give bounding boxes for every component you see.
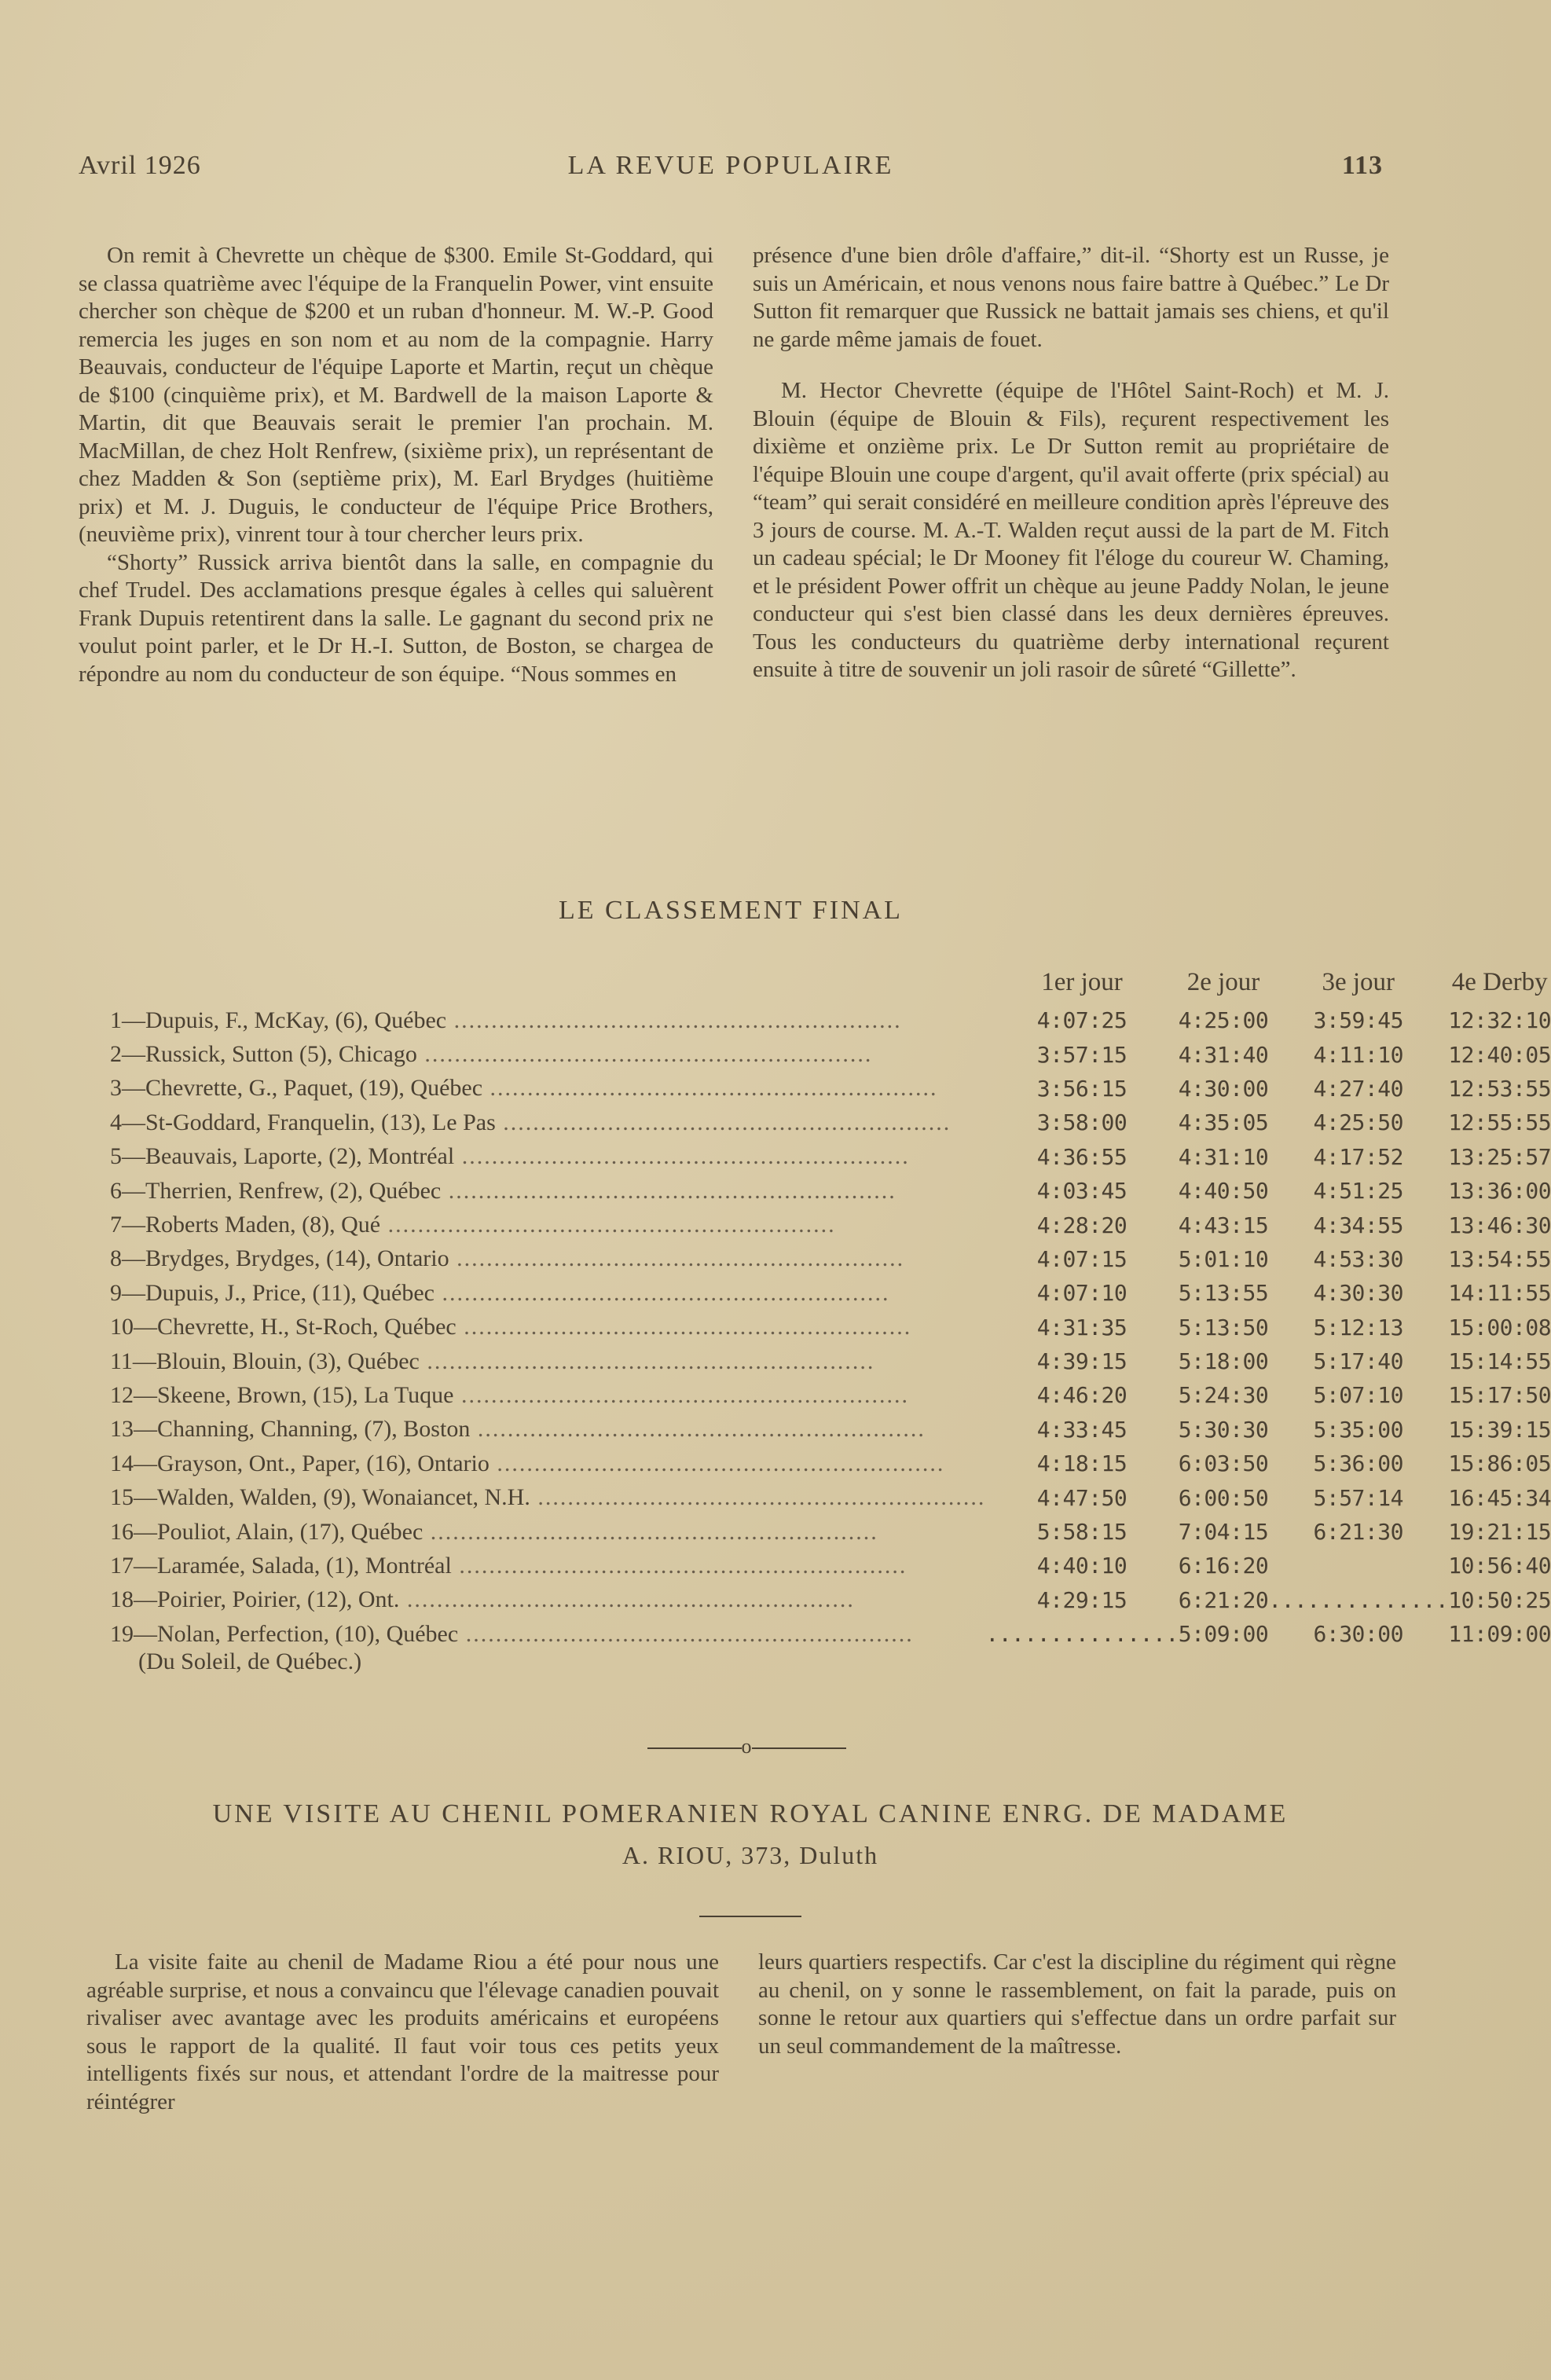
column-header: 1er jour bbox=[1041, 967, 1123, 996]
competitor-name bbox=[110, 1311, 985, 1344]
column-header: 2e jour bbox=[1186, 967, 1260, 996]
competitor-label: 4—St-Goddard, Franquelin, (13), Le Pas bbox=[110, 1109, 496, 1135]
time-cell-d1: 4:07:25 bbox=[1036, 1007, 1128, 1034]
time-cell-d2: 6:16:20 bbox=[1178, 1553, 1269, 1579]
competitor-name bbox=[110, 1549, 985, 1582]
competitor-name bbox=[110, 1242, 985, 1276]
leader-dots: ............................................................ bbox=[399, 1586, 855, 1613]
competitor-label: 17—Laramée, Salada, (1), Montréal bbox=[110, 1552, 452, 1579]
time-cell-d1: 4:29:15 bbox=[1036, 1586, 1128, 1613]
competitor-name bbox=[110, 1276, 985, 1310]
time-cell-d2: 4:31:40 bbox=[1178, 1041, 1269, 1068]
competitor-label: 10—Chevrette, H., St-Roch, Québec bbox=[110, 1314, 456, 1340]
time-cell-d2: 5:30:30 bbox=[1178, 1416, 1269, 1443]
column-header: 3e jour bbox=[1322, 967, 1395, 996]
section2-right-column bbox=[758, 1949, 1396, 2060]
competitor-name bbox=[110, 1140, 985, 1174]
time-cell-d2: 4:40:50 bbox=[1178, 1178, 1269, 1205]
leader-dots: ............................................................ bbox=[482, 1075, 938, 1102]
time-cell-d4: 13:46:30 bbox=[1448, 1212, 1551, 1238]
table-row bbox=[110, 1480, 1551, 1514]
article-paragraph: On remit à Chevrette un chèque de $300. Emile St-Goddard, qui se classa quatrième avec l'équipe de la Franquelin Power, vint ensuite chercher son chèque de $200 et un ruban d'honneur. M. W.-P. Good remercia les juges en son nom et au nom de la compagnie. Harry Beauvais, conducteur de l'équipe Laporte et Martin, reçut un chèque de $100 (cinquième prix), et M. Bardwell de la maison Laporte & Martin, dit que Beauvais serait le premier l'an prochain. M. MacMillan, de chez Holt Renfrew, (sixième prix), un représentant de chez Madden & Son (septième prix), M. Earl Brydges (huitième prix) et M. J. Duguis, le conducteur de l'équipe Price Brothers, (neuvième prix), vinrent tour à tour chercher leurs prix. bbox=[79, 243, 713, 547]
time-cell-d3: 6:21:30 bbox=[1313, 1519, 1403, 1546]
section-separator bbox=[629, 1735, 864, 1758]
leader-dots: ............................................................ bbox=[434, 1279, 890, 1306]
table-row bbox=[110, 1311, 1551, 1344]
time-cell-d4: 15:39:15 bbox=[1448, 1416, 1551, 1443]
time-cell-d3: 5:57:14 bbox=[1313, 1484, 1403, 1511]
competitor-name bbox=[110, 1515, 985, 1549]
time-cell-d2: 7:04:15 bbox=[1178, 1519, 1269, 1546]
competitor-name bbox=[110, 1106, 985, 1139]
table-row bbox=[110, 1617, 1551, 1651]
time-cell-d1: ............... bbox=[985, 1621, 1179, 1648]
leader-dots: ............................................................ bbox=[416, 1041, 873, 1068]
time-cell-d3: 5:36:00 bbox=[1313, 1450, 1403, 1477]
leader-dots: ............................................................ bbox=[419, 1348, 875, 1374]
article-paragraph: leurs quartiers respectifs. Car c'est la discipline du régiment qui règne au chenil, on y sonne le rassemblement, on fait la parade, puis on sonne le retour aux quartiers qui s'effectue dans un ordre parfait sur un seul commandement de la maîtresse. bbox=[758, 1949, 1396, 2059]
competitor-name bbox=[110, 1583, 985, 1617]
time-cell-d2: 5:13:50 bbox=[1178, 1314, 1269, 1340]
time-cell-d1: 4:31:35 bbox=[1036, 1314, 1128, 1340]
time-cell-d2: 5:01:10 bbox=[1178, 1245, 1269, 1272]
time-cell-d4: 10:50:25 bbox=[1448, 1586, 1551, 1613]
time-cell-d4: 15:14:55 bbox=[1448, 1348, 1551, 1375]
time-cell-d1: 3:57:15 bbox=[1036, 1041, 1128, 1068]
leader-dots: ............................................................ bbox=[446, 1007, 902, 1033]
table-row bbox=[110, 1344, 1551, 1378]
table-row bbox=[110, 1515, 1551, 1549]
competitor-name bbox=[110, 1480, 985, 1514]
time-cell-d2: 6:00:50 bbox=[1178, 1484, 1269, 1511]
time-cell-d4: 12:40:05 bbox=[1448, 1041, 1551, 1068]
time-cell-d4: 19:21:15 bbox=[1448, 1519, 1551, 1546]
leader-dots: ............................................................ bbox=[495, 1109, 952, 1135]
article-paragraph: présence d'une bien drôle d'affaire,” dit-il. “Shorty est un Russe, je suis un Américain, et nous venons nous faire battre à Québec.” Le Dr Sutton fit remarquer que Russick ne battait jamais ses chiens, et qu'il ne garde même jamais de fouet. bbox=[753, 243, 1389, 352]
competitor-name bbox=[110, 1413, 985, 1447]
competitor-name bbox=[110, 1072, 985, 1106]
time-cell-d1: 4:33:45 bbox=[1036, 1416, 1128, 1443]
time-cell-d3 bbox=[1268, 1549, 1448, 1582]
time-cell-d4: 15:00:08 bbox=[1448, 1314, 1551, 1340]
time-cell-d1: 4:36:55 bbox=[1036, 1143, 1128, 1170]
article-paragraph: M. Hector Chevrette (équipe de l'Hôtel Saint-Roch) et M. J. Blouin (équipe de Blouin & Fils), reçurent respectivement les dixième et onzième prix. Le Dr Sutton remit au propriétaire de l'équipe Blouin une coupe d'argent, qu'il avait offerte (prix spécial) au “team” qui serait considéré en meilleure condition après l'épreuve des 3 jours de course. M. A.-T. Walden reçut aussi de la part de M. Fitch un cadeau spécial; le Dr Mooney fit l'éloge du coureur W. Chaming, et le président Power offrit un chèque au jeune Paddy Nolan, le jeune conducteur qui s'est bien classé dans les deux dernières épreuves. Tous les conducteurs du quatrième derby international reçurent ensuite à titre de souvenir un joli rasoir de sûreté “Gillette”. bbox=[753, 378, 1389, 682]
time-cell-d1: 4:18:15 bbox=[1036, 1450, 1128, 1477]
table-row bbox=[110, 1583, 1551, 1617]
time-cell-d2: 4:31:10 bbox=[1178, 1143, 1269, 1170]
competitor-label: 18—Poirier, Poirier, (12), Ont. bbox=[110, 1586, 400, 1613]
competitor-label: 14—Grayson, Ont., Paper, (16), Ontario bbox=[110, 1450, 490, 1476]
time-cell-d3: 4:17:52 bbox=[1313, 1143, 1403, 1170]
article-paragraph: “Shorty” Russick arriva bientôt dans la salle, en compagnie du chef Trudel. Des acclamations presque égales à celles qui saluèrent Frank Dupuis retentirent dans la salle. Le gagnant du second prix ne voulut point parler, et le Dr H.-I. Sutton, de Boston, se chargea de répondre au nom du conducteur de son équipe. “Nous sommes en bbox=[79, 549, 713, 687]
time-cell-d1: 4:47:50 bbox=[1036, 1484, 1128, 1511]
leader-dots: ............................................................ bbox=[453, 1381, 909, 1408]
time-cell-d2: 4:25:00 bbox=[1178, 1007, 1269, 1034]
time-cell-d3: 4:27:40 bbox=[1313, 1075, 1403, 1102]
table-row bbox=[110, 1276, 1551, 1310]
leader-dots: ............................................................ bbox=[449, 1245, 905, 1272]
ranking-title: LE CLASSEMENT FINAL bbox=[559, 896, 903, 925]
time-cell-d4: 16:45:34 bbox=[1448, 1484, 1551, 1511]
leader-dots: ............................................................ bbox=[451, 1552, 908, 1579]
ranking-table bbox=[110, 961, 1551, 1651]
issue-date: Avril 1926 bbox=[79, 151, 201, 180]
page-number: 113 bbox=[1341, 151, 1383, 180]
time-cell-d3: 4:30:30 bbox=[1313, 1280, 1403, 1307]
article-paragraph: La visite faite au chenil de Madame Riou a été pour nous une agréable surprise, et nous a convaincu que l'élevage canadien pouvait rivaliser avec avantage avec les produits américains et européens sous le rapport de la qualité. Il faut voir tous ces petits yeux intelligents fixés sur nous, et attendant l'ordre de la maitresse pour réintégrer bbox=[86, 1949, 719, 2114]
competitor-label: 13—Channing, Channing, (7), Boston bbox=[110, 1416, 471, 1443]
time-cell-d4: 12:53:55 bbox=[1448, 1075, 1551, 1102]
competitor-label: 8—Brydges, Brydges, (14), Ontario bbox=[110, 1245, 449, 1272]
competitor-name bbox=[110, 1447, 985, 1480]
separator-mark: o bbox=[741, 1735, 752, 1758]
competitor-label: 3—Chevrette, G., Paquet, (19), Québec bbox=[110, 1075, 483, 1102]
competitor-name bbox=[110, 1378, 985, 1412]
time-cell-d1: 5:58:15 bbox=[1036, 1519, 1128, 1546]
leader-dots: ............................................................ bbox=[456, 1314, 912, 1340]
section-title: UNE VISITE AU CHENIL POMERANIEN ROYAL CANINE ENRG. DE MADAME bbox=[212, 1799, 1289, 1828]
competitor-name bbox=[110, 1344, 985, 1378]
time-cell-d1: 3:56:15 bbox=[1036, 1075, 1128, 1102]
time-cell-d3: 5:35:00 bbox=[1313, 1416, 1403, 1443]
ranking-header-row bbox=[110, 961, 1551, 1003]
time-cell-d4: 12:32:10 bbox=[1448, 1007, 1551, 1034]
competitor-label: 6—Therrien, Renfrew, (2), Québec bbox=[110, 1177, 442, 1204]
time-cell-d3: 4:53:30 bbox=[1313, 1245, 1403, 1272]
competitor-label: 19—Nolan, Perfection, (10), Québec bbox=[110, 1620, 459, 1647]
competitor-label: 7—Roberts Maden, (8), Qué bbox=[110, 1212, 381, 1238]
leader-dots: ............................................................ bbox=[470, 1416, 926, 1443]
time-cell-d4: 13:25:57 bbox=[1448, 1143, 1551, 1170]
competitor-name bbox=[110, 1037, 985, 1071]
competitor-name bbox=[110, 1208, 985, 1241]
time-cell-d4: 13:54:55 bbox=[1448, 1245, 1551, 1272]
competitor-label: 11—Blouin, Blouin, (3), Québec bbox=[110, 1348, 420, 1374]
time-cell-d3: 5:12:13 bbox=[1313, 1314, 1403, 1340]
leader-dots: ............................................................ bbox=[423, 1518, 878, 1545]
leader-dots: ............................................................ bbox=[530, 1484, 986, 1511]
table-row bbox=[110, 1378, 1551, 1412]
table-row bbox=[110, 1549, 1551, 1582]
time-cell-d4: 15:17:50 bbox=[1448, 1382, 1551, 1409]
leader-dots: ............................................................ bbox=[458, 1620, 914, 1647]
time-cell-d1: 4:46:20 bbox=[1036, 1382, 1128, 1409]
table-row bbox=[110, 1037, 1551, 1071]
competitor-label: 2—Russick, Sutton (5), Chicago bbox=[110, 1041, 417, 1068]
column-header: 4e Derby bbox=[1451, 967, 1548, 996]
time-cell-d4: 15:86:05 bbox=[1448, 1450, 1551, 1477]
section2-left-column bbox=[86, 1949, 719, 2116]
time-cell-d2: 5:13:55 bbox=[1178, 1280, 1269, 1307]
competitor-name bbox=[110, 1617, 985, 1651]
time-cell-d1: 4:07:15 bbox=[1036, 1245, 1128, 1272]
page-header bbox=[79, 151, 1383, 190]
time-cell-d2: 6:03:50 bbox=[1178, 1450, 1269, 1477]
time-cell-d2: 5:18:00 bbox=[1178, 1348, 1269, 1375]
time-cell-d2: 4:43:15 bbox=[1178, 1212, 1269, 1238]
time-cell-d3: 4:25:50 bbox=[1313, 1109, 1403, 1136]
time-cell-d2: 5:09:00 bbox=[1178, 1621, 1269, 1648]
time-cell-d1: 4:39:15 bbox=[1036, 1348, 1128, 1375]
competitor-label: 1—Dupuis, F., McKay, (6), Québec bbox=[110, 1007, 447, 1033]
table-row bbox=[110, 1106, 1551, 1139]
time-cell-d3: 6:30:00 bbox=[1313, 1621, 1403, 1648]
time-cell-d2: 4:35:05 bbox=[1178, 1109, 1269, 1136]
time-cell-d4: 10:56:40 bbox=[1448, 1553, 1551, 1579]
table-row bbox=[110, 1413, 1551, 1447]
leader-dots: ............................................................ bbox=[489, 1450, 945, 1476]
time-cell-d1: 3:58:00 bbox=[1036, 1109, 1128, 1136]
ranking-rows bbox=[110, 1003, 1551, 1651]
time-cell-d3: 5:07:10 bbox=[1313, 1382, 1403, 1409]
time-cell-d2: 5:24:30 bbox=[1178, 1382, 1269, 1409]
time-cell-d3: 4:34:55 bbox=[1313, 1212, 1403, 1238]
table-row bbox=[110, 1174, 1551, 1208]
leader-dots: ............................................................ bbox=[380, 1212, 836, 1238]
source-credit: (Du Soleil, de Québec.) bbox=[138, 1648, 362, 1674]
competitor-name bbox=[110, 1003, 985, 1037]
time-cell-d1: 4:07:10 bbox=[1036, 1280, 1128, 1307]
time-cell-d3: 3:59:45 bbox=[1313, 1007, 1403, 1034]
time-cell-d4: 14:11:55 bbox=[1448, 1280, 1551, 1307]
competitor-label: 16—Pouliot, Alain, (17), Québec bbox=[110, 1518, 424, 1545]
table-row bbox=[110, 1140, 1551, 1174]
time-cell-d4: 11:09:00 bbox=[1448, 1621, 1551, 1648]
time-cell-d4: 13:36:00 bbox=[1448, 1178, 1551, 1205]
competitor-label: 12—Skeene, Brown, (15), La Tuque bbox=[110, 1381, 454, 1408]
competitor-name bbox=[110, 1174, 985, 1208]
article-right-column bbox=[753, 242, 1389, 684]
table-row bbox=[110, 1447, 1551, 1480]
title-rule bbox=[699, 1916, 801, 1917]
time-cell-d3: .............. bbox=[1268, 1586, 1449, 1613]
time-cell-d4: 12:55:55 bbox=[1448, 1109, 1551, 1136]
competitor-label: 5—Beauvais, Laporte, (2), Montréal bbox=[110, 1143, 455, 1170]
magazine-title: LA REVUE POPULAIRE bbox=[567, 151, 894, 180]
competitor-label: 15—Walden, Walden, (9), Wonaiancet, N.H. bbox=[110, 1484, 530, 1511]
table-row bbox=[110, 1242, 1551, 1276]
time-cell-d3: 5:17:40 bbox=[1313, 1348, 1403, 1375]
table-row bbox=[110, 1072, 1551, 1106]
section-subtitle: A. RIOU, 373, Duluth bbox=[622, 1841, 879, 1869]
competitor-label: 9—Dupuis, J., Price, (11), Québec bbox=[110, 1279, 434, 1306]
leader-dots: ............................................................ bbox=[454, 1143, 910, 1170]
table-row bbox=[110, 1208, 1551, 1241]
time-cell-d2: 4:30:00 bbox=[1178, 1075, 1269, 1102]
table-row bbox=[110, 1003, 1551, 1037]
article-left-column bbox=[79, 242, 713, 688]
time-cell-d1: 4:28:20 bbox=[1036, 1212, 1128, 1238]
leader-dots: ............................................................ bbox=[441, 1177, 896, 1204]
time-cell-d1: 4:40:10 bbox=[1036, 1553, 1128, 1579]
time-cell-d1: 4:03:45 bbox=[1036, 1178, 1128, 1205]
time-cell-d3: 4:11:10 bbox=[1313, 1041, 1403, 1068]
time-cell-d3: 4:51:25 bbox=[1313, 1178, 1403, 1205]
time-cell-d2: 6:21:20 bbox=[1178, 1586, 1269, 1613]
